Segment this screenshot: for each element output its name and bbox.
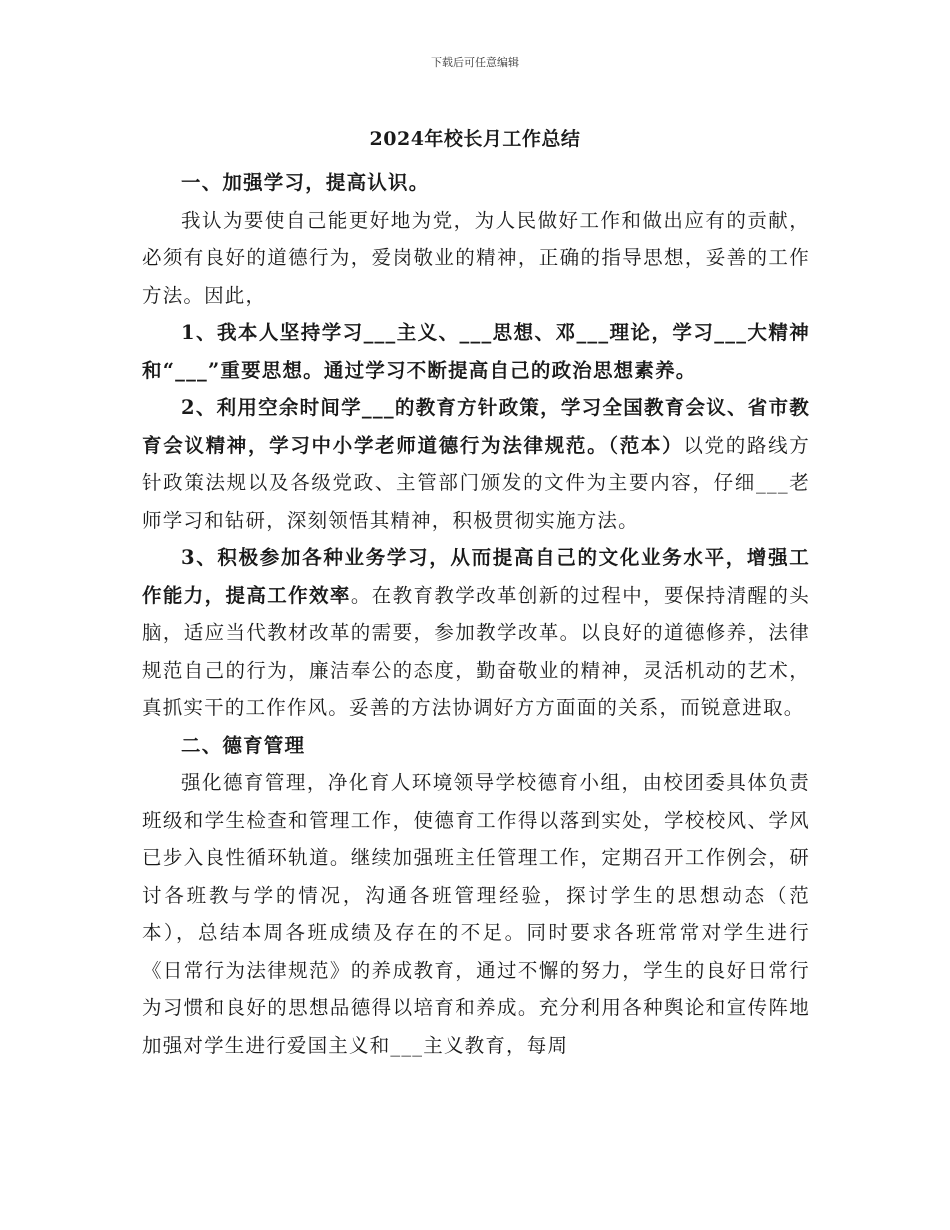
paragraph (142, 539, 810, 727)
body-text: 强化德育管理，净化育人环境领导学校德育小组，由校团委具体负责班级和学生检查和管理工作，使德育工作得以落到实处，学校校风、学风已步入良性循环轨道。继续加强班主任管理工作，定期召开工作例会，研讨各班教与学的情况，沟通各班管理经验，探讨学生的思想动态（范本），总结本周各班成绩及存在的不足。同时要求各班常常对学生进行《日常行为法律规范》的养成教育，通过不懈的努力，学生的良好日常行为习惯和良好的思想品德得以培育和养成。充分利用各种舆论和宣传阵地加强对学生进行爱国主义和___主义教育，每周 (142, 771, 810, 1057)
paragraph (142, 202, 810, 315)
document-title: 2024年校长月工作总结 (369, 128, 581, 150)
bold-text: 3、积极参加各种业务学习，从而提高自己的文化业务水平，增强工作能力，提高工作效率 (142, 546, 810, 607)
bold-text: 一、加强学习，提高认识。 (181, 171, 430, 194)
document-body (142, 164, 810, 1064)
paragraph (142, 389, 810, 539)
paragraph (142, 164, 810, 202)
body-text: 。在教育教学改革创新的过程中，要保持清醒的头脑，适应当代教材改革的需要，参加教学改革。以良好的道德修养，法律规范自己的行为，廉洁奉公的态度，勤奋敬业的精神，灵活机动的艺术，真抓实干的工作作风。妥善的方法协调好方方面面的关系，而锐意进取。 (142, 583, 810, 719)
paragraph (142, 764, 810, 1064)
body-text: 我认为要使自己能更好地为党，为人民做好工作和做出应有的贡献，必须有良好的道德行为，爱岗敬业的精神，正确的指导思想，妥善的工作方法。因此， (142, 208, 810, 307)
bold-text: 二、德育管理 (181, 733, 306, 757)
bold-text: 2、利用空余时间学___的教育方针政策，学习全国教育会议、省市教育会议精神，学习中小学老师道德行为法律规范。（范本） (142, 396, 810, 457)
paragraph (142, 314, 810, 389)
paragraph (142, 727, 810, 765)
header-note: 下载后可任意编辑 (431, 56, 519, 69)
body-text: 以党的路线方针政策法规以及各级党政、主管部门颁发的文件为主要内容，仔细___老师学习和钻研，深刻领悟其精神，积极贯彻实施方法。 (142, 433, 811, 532)
bold-text: 1、我本人坚持学习___主义、___思想、邓___理论，学习___大精神和“___”重要思想。通过学习不断提高自己的政治思想素养。 (142, 321, 810, 382)
